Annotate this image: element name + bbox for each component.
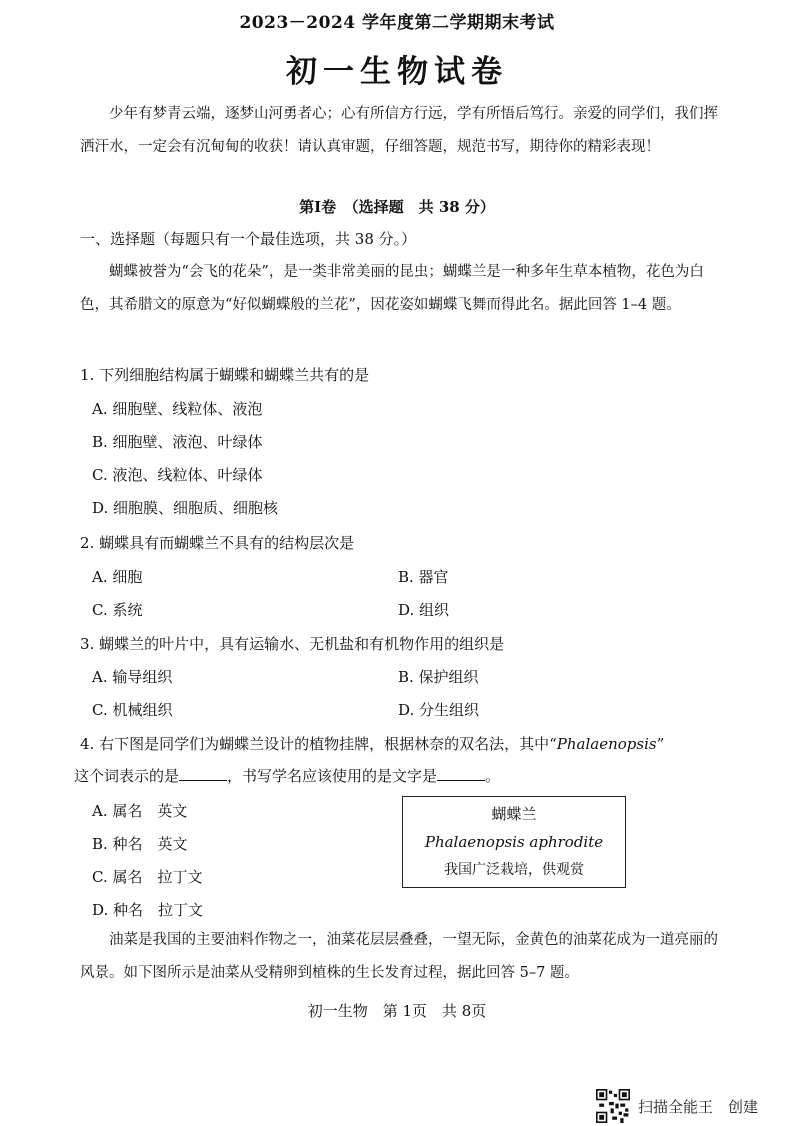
question-3-option-a: A. 输导组织 <box>92 668 173 686</box>
question-4-stem2-text: 这个词表示的是 <box>74 767 180 785</box>
question-1-option-c: C. 液泡、线粒体、叶绿体 <box>92 466 263 484</box>
intro-paragraph: 少年有梦青云端，逐梦山河勇者心；心有所信方行远，学有所悟后笃行。亲爱的同学们，我们挥洒汗水，一定会有沉甸甸的收获！请认真审题，仔细答题，规范书写，期待你的精彩表现！ <box>80 106 718 155</box>
question-1-option-d: D. 细胞膜、细胞质、细胞核 <box>92 499 279 517</box>
question-3-stem: 3. 蝴蝶兰的叶片中，具有运输水、无机盐和有机物作用的组织是 <box>80 635 505 653</box>
question-2-option-c: C. 系统 <box>92 601 143 619</box>
section-heading: 一、选择题（每题只有一个最佳选项，共 38 分。） <box>80 230 417 248</box>
question-4-option-b: B. 种名 英文 <box>92 835 188 853</box>
question-2-option-b: B. 器官 <box>398 568 449 586</box>
page-footer: 初一生物 第 1页 共 8页 <box>307 1002 487 1020</box>
question-4-stem2-middle: ，书写学名应该使用的是文字是 <box>227 767 438 785</box>
question-4-stem-line2 <box>74 765 500 786</box>
question-4-option-a: A. 属名 英文 <box>92 802 188 820</box>
question-2-stem: 2. 蝴蝶具有而蝴蝶兰不具有的结构层次是 <box>80 534 355 552</box>
question-4-option-d: D. 种名 拉丁文 <box>92 901 204 919</box>
exam-header: 2023－2024 学年度第二学期期末考试 <box>239 13 555 33</box>
question-2-option-d: D. 组织 <box>398 601 450 619</box>
qr-code-icon <box>596 1089 630 1123</box>
scanner-text: 扫描全能王 创建 <box>638 1097 759 1116</box>
section-title: 第Ⅰ卷 （选择题 共 38 分） <box>299 198 495 216</box>
question-1-stem: 1. 下列细胞结构属于蝴蝶和蝴蝶兰共有的是 <box>80 366 370 384</box>
question-1-option-b: B. 细胞壁、液泡、叶绿体 <box>92 433 263 451</box>
question-3-option-d: D. 分生组织 <box>398 701 480 719</box>
question-4-option-c: C. 属名 拉丁文 <box>92 868 203 886</box>
question-2-option-a: A. 细胞 <box>92 568 143 586</box>
question-3-option-b: B. 保护组织 <box>398 668 479 686</box>
question-4-stem <box>80 733 664 754</box>
passage-butterfly: 蝴蝶被誉为“会飞的花朵”，是一类非常美丽的昆虫；蝴蝶兰是一种多年生草本植物，花色为白色，其希腊文的原意为“好似蝴蝶般的兰花”，因花姿如蝴蝶飞舞而得此名。据此回答 1–4 题。 <box>80 264 704 313</box>
plant-label-note: 我国广泛栽培，供观赏 <box>444 862 584 878</box>
plant-label-latin: Phalaenopsis aphrodite <box>424 833 604 851</box>
plant-label-name: 蝴蝶兰 <box>491 805 537 823</box>
question-4-stem2-end: 。 <box>485 767 501 785</box>
question-4-genus-term: Phalaenopsis <box>556 735 657 753</box>
question-4-stem-text: 4. 右下图是同学们为蝴蝶兰设计的植物挂牌，根据林奈的双名法，其中“ <box>80 735 557 753</box>
exam-title: 初一生物试卷 <box>286 54 508 90</box>
scanner-watermark <box>596 1086 758 1126</box>
answer-blank-2 <box>437 766 485 781</box>
question-1-option-a: A. 细胞壁、线粒体、液泡 <box>92 400 263 418</box>
passage-rapeseed: 油菜是我国的主要油料作物之一，油菜花层层叠叠，一望无际，金黄色的油菜花成为一道亮丽的风景。如下图所示是油菜从受精卵到植株的生长发育过程，据此回答 5–7 题。 <box>80 932 718 981</box>
plant-label-card <box>402 796 626 888</box>
question-3-option-c: C. 机械组织 <box>92 701 173 719</box>
question-4-stem-close: ” <box>656 735 665 753</box>
answer-blank-1 <box>179 766 227 781</box>
